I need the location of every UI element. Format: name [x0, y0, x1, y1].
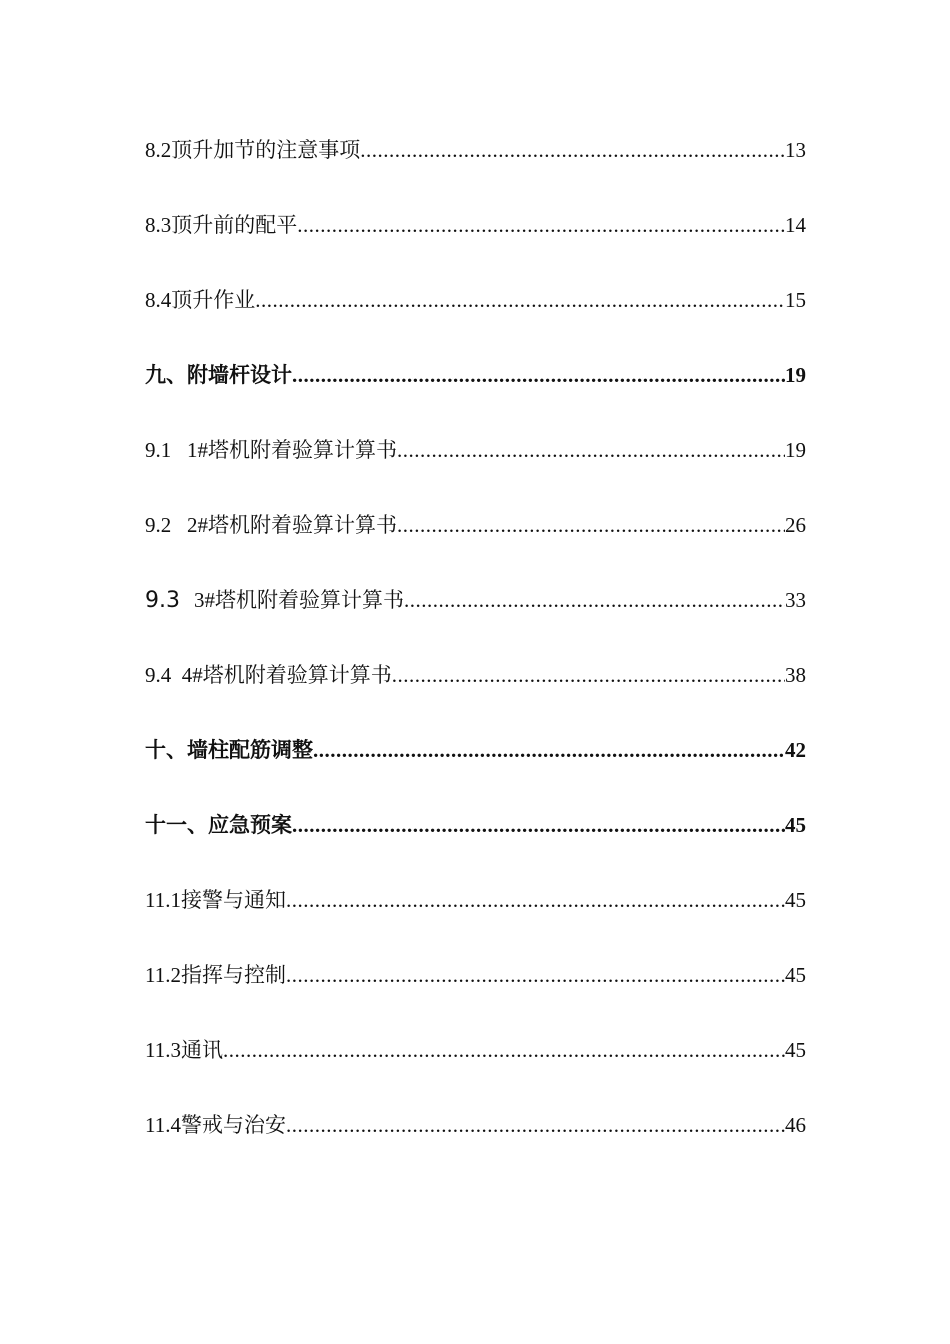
toc-entry-page: 46	[785, 1113, 806, 1137]
dot-leader	[397, 434, 785, 466]
toc-entry-number: 九、	[145, 363, 187, 387]
toc-entry-number: 9.4	[145, 663, 182, 687]
toc-entry-page: 19	[785, 363, 806, 387]
toc-entry-8-3[interactable]	[145, 209, 806, 284]
dot-leader	[397, 509, 785, 541]
dot-leader	[292, 359, 785, 391]
dot-leader	[255, 284, 785, 316]
toc-entry-number: 9.2	[145, 513, 187, 537]
toc-heading-10[interactable]	[145, 734, 806, 809]
dot-leader	[223, 1034, 785, 1066]
dot-leader	[286, 1109, 785, 1141]
toc-entry-9-4[interactable]	[145, 659, 806, 734]
toc-entry-9-2[interactable]	[145, 509, 806, 584]
toc-entry-title: 接警与通知	[180, 888, 286, 912]
toc-entry-title: 警戒与治安	[180, 1113, 286, 1137]
toc-entry-title: 顶升前的配平	[171, 213, 298, 237]
table-of-contents	[145, 134, 806, 1184]
dot-leader	[360, 134, 785, 166]
toc-entry-number: 8.4	[145, 288, 172, 312]
toc-entry-title: 应急预案	[208, 813, 292, 837]
toc-entry-9-1[interactable]	[145, 434, 806, 509]
toc-entry-number: 11.3	[145, 1038, 181, 1062]
toc-entry-title: 附墙杆设计	[187, 363, 292, 387]
toc-entry-number: 十一、	[145, 813, 208, 837]
dot-leader	[292, 809, 785, 841]
toc-entry-11-3[interactable]	[145, 1034, 806, 1109]
toc-entry-title: 墙柱配筋调整	[187, 738, 313, 762]
toc-entry-page: 14	[785, 213, 806, 237]
toc-entry-page: 45	[785, 1038, 806, 1062]
toc-entry-11-2[interactable]	[145, 959, 806, 1034]
dot-leader	[404, 584, 785, 616]
toc-entry-page: 38	[785, 663, 806, 687]
toc-entry-number: 十、	[145, 738, 187, 762]
toc-entry-number: 8.3	[145, 213, 172, 237]
toc-entry-title: 顶升作业	[171, 288, 256, 312]
toc-entry-number: 11.2	[145, 963, 181, 987]
toc-entry-title: 通讯	[180, 1038, 223, 1062]
toc-entry-page: 45	[785, 813, 806, 837]
dot-leader	[297, 209, 785, 241]
toc-entry-9-3[interactable]	[145, 584, 806, 659]
toc-heading-11[interactable]	[145, 809, 806, 884]
dot-leader	[392, 659, 785, 691]
toc-entry-8-4[interactable]	[145, 284, 806, 359]
toc-entry-page: 45	[785, 888, 806, 912]
toc-entry-8-2[interactable]	[145, 134, 806, 209]
toc-entry-number: 8.2	[145, 138, 172, 162]
toc-entry-page: 26	[785, 513, 806, 537]
dot-leader	[286, 959, 785, 991]
toc-entry-11-4[interactable]	[145, 1109, 806, 1184]
toc-entry-page: 15	[785, 288, 806, 312]
toc-entry-number: 9.1	[145, 438, 187, 462]
toc-entry-title: 2#塔机附着验算计算书	[187, 513, 397, 537]
toc-entry-11-1[interactable]	[145, 884, 806, 959]
dot-leader	[286, 884, 785, 916]
toc-entry-number: 9.3	[145, 588, 194, 613]
dot-leader	[313, 734, 785, 766]
toc-entry-title: 指挥与控制	[180, 963, 286, 987]
toc-entry-page: 42	[785, 738, 806, 762]
toc-heading-9[interactable]	[145, 359, 806, 434]
toc-entry-title: 顶升加节的注意事项	[171, 138, 361, 162]
toc-entry-page: 19	[785, 438, 806, 462]
toc-entry-number: 11.1	[145, 888, 181, 912]
toc-entry-title: 4#塔机附着验算计算书	[181, 663, 392, 687]
toc-entry-number: 11.4	[145, 1113, 181, 1137]
toc-entry-page: 33	[785, 588, 806, 612]
toc-entry-title: 3#塔机附着验算计算书	[193, 588, 404, 612]
toc-entry-page: 13	[785, 138, 806, 162]
toc-entry-title: 1#塔机附着验算计算书	[187, 438, 397, 462]
toc-entry-page: 45	[785, 963, 806, 987]
